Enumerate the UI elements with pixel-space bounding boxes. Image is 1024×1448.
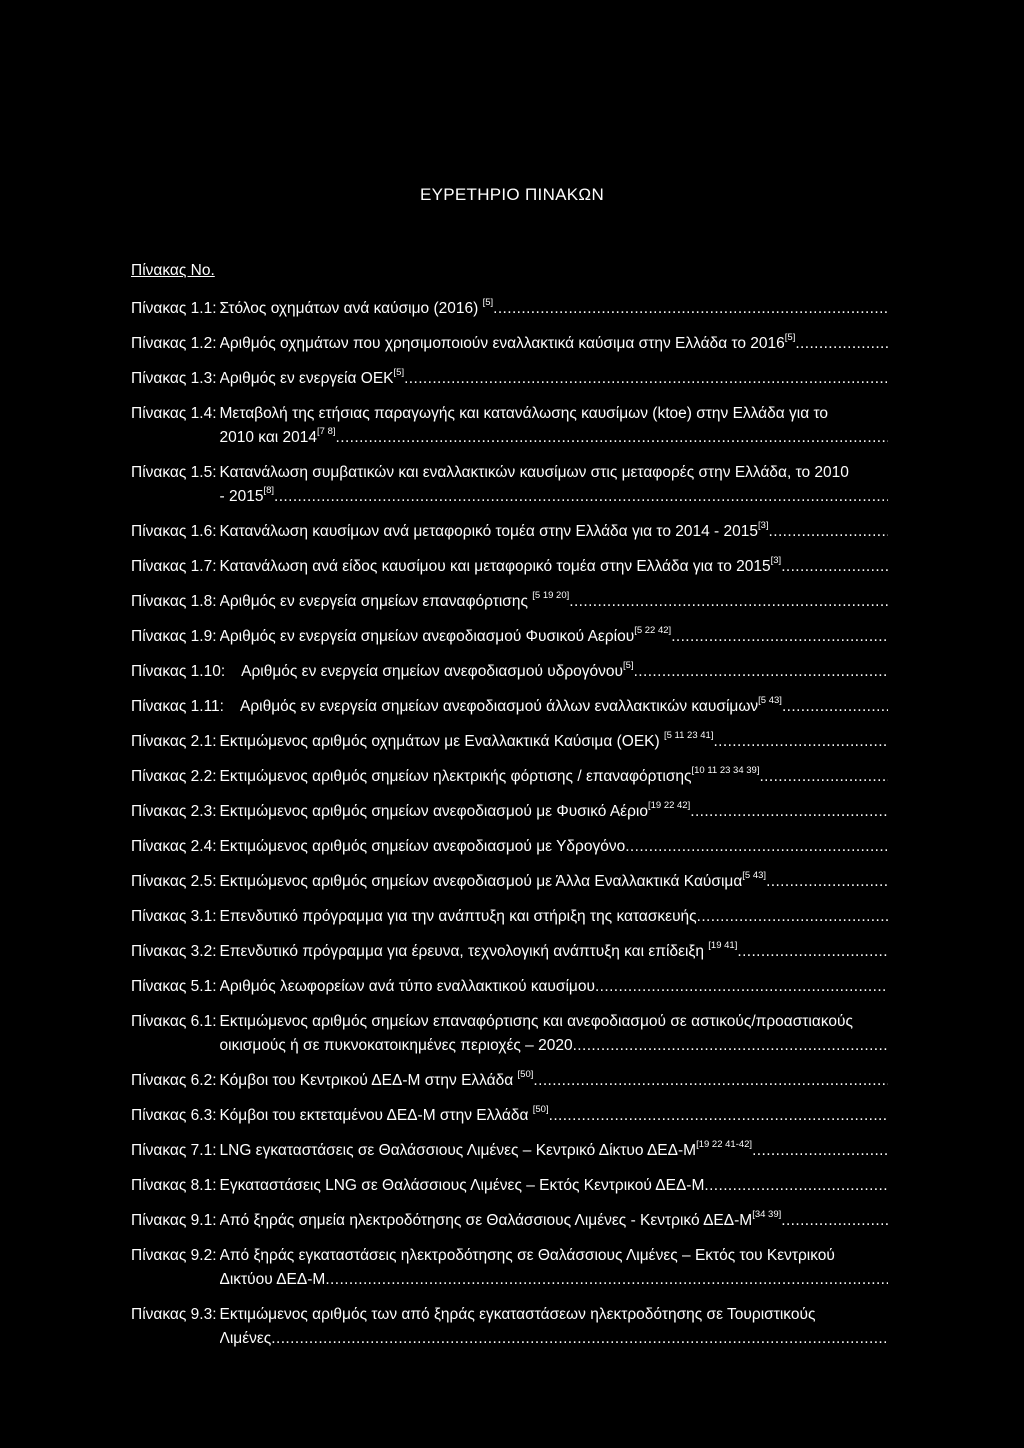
reference-superscript: [34 39] (752, 1209, 782, 1220)
dot-leader (782, 695, 888, 719)
entry-caption-line (241, 660, 888, 684)
entry-label: Πίνακας 6.3: (131, 1107, 217, 1124)
caption-text: LNG εγκαταστάσεις σε Θαλάσσιους Λιμένες – Κεντρικό Δίκτυο ΔΕΔ-Μ (219, 1142, 697, 1159)
reference-superscript: [5] (623, 660, 634, 671)
entry-caption-line (220, 975, 889, 999)
toc-entry[interactable] (131, 695, 888, 719)
dot-leader (493, 297, 888, 321)
toc-entry[interactable] (131, 870, 888, 894)
entry-caption-line (220, 590, 889, 614)
entry-caption (241, 660, 888, 684)
entry-caption-line (220, 1139, 889, 1163)
dot-leader (569, 590, 888, 614)
dot-leader (595, 975, 888, 999)
entry-caption-text (220, 870, 767, 894)
entry-caption-line (220, 1104, 889, 1128)
toc-entry[interactable] (131, 1174, 888, 1198)
caption-text: Αριθμός εν ενεργεία σημείων ανεφοδιασμού υδρογόνου (241, 663, 624, 680)
entry-caption-line (220, 426, 889, 450)
toc-entry[interactable] (131, 905, 888, 929)
reference-superscript: [5] (784, 332, 796, 343)
reference-superscript: [5] (393, 367, 405, 378)
caption-text: Εκτιμώμενος αριθμός σημείων ηλεκτρικής φόρτισης / επαναφόρτισης (219, 768, 692, 785)
entry-caption-line (220, 730, 889, 754)
reference-superscript: [19 41] (708, 940, 738, 951)
entry-caption-line (220, 402, 889, 426)
toc-entry[interactable] (131, 297, 888, 321)
reference-superscript: [3] (757, 520, 769, 531)
caption-text: Από ξηράς εγκαταστάσεις ηλεκτροδότησης σε Θαλάσσιους Λιμένες – Εκτός του Κεντρικού (219, 1247, 835, 1264)
entry-caption-line (220, 332, 889, 356)
entry-caption-line (220, 461, 889, 485)
entry-caption-line (220, 765, 889, 789)
caption-text: Κόμβοι του εκτεταμένου ΔΕΔ-Μ στην Ελλάδα (219, 1107, 533, 1124)
entry-caption-text (220, 590, 570, 614)
entry-caption-line (220, 800, 889, 824)
entry-caption (220, 332, 889, 356)
reference-superscript: [5] (482, 297, 494, 308)
entry-caption (220, 975, 889, 999)
caption-text: Αριθμός λεωφορείων ανά τύπο εναλλακτικού καυσίμου (219, 978, 595, 995)
entry-caption-text (220, 765, 760, 789)
dot-leader (573, 1034, 888, 1058)
entry-caption-text (220, 835, 626, 859)
reference-superscript: [5 11 23 41] (663, 730, 714, 741)
entry-caption (220, 297, 889, 321)
entry-caption-text (220, 625, 672, 649)
dot-leader (766, 870, 888, 894)
entry-label: Πίνακας 1.8: (131, 593, 217, 610)
entry-caption-text (220, 555, 782, 579)
entry-label: Πίνακας 3.2: (131, 943, 217, 960)
entry-caption-text (241, 660, 633, 684)
entry-label: Πίνακας 6.2: (131, 1072, 217, 1089)
entry-caption-text (220, 1209, 782, 1233)
toc-entry[interactable] (131, 1104, 888, 1128)
reference-superscript: [50] (517, 1069, 534, 1080)
entry-caption-text (220, 1104, 549, 1128)
entry-caption-text (220, 1244, 835, 1268)
entry-caption-line (220, 905, 889, 929)
dot-leader (769, 520, 888, 544)
dot-leader (697, 905, 888, 929)
toc-entry[interactable] (131, 1069, 888, 1093)
dot-leader (549, 1104, 888, 1128)
entry-label: Πίνακας 3.1: (131, 908, 217, 925)
entry-label: Πίνακας 1.10: (131, 663, 226, 680)
entry-caption-line (220, 1010, 889, 1034)
entry-caption (220, 1010, 889, 1058)
caption-text: Κατανάλωση ανά είδος καυσίμου και μεταφορικό τομέα στην Ελλάδα για το 2015 (219, 558, 771, 575)
entry-caption-line (240, 695, 888, 719)
entry-caption-text (220, 332, 796, 356)
toc-entry[interactable] (131, 332, 888, 356)
toc-entry[interactable] (131, 660, 888, 684)
entry-caption-line (220, 297, 889, 321)
caption-text: Εγκαταστάσεις LNG σε Θαλάσσιους Λιμένες – Εκτός Κεντρικού ΔΕΔ-Μ (219, 1177, 705, 1194)
caption-text: Από ξηράς σημεία ηλεκτροδότησης σε Θαλάσσιους Λιμένες - Κεντρικό ΔΕΔ-Μ (219, 1212, 753, 1229)
entry-caption-line (220, 1174, 889, 1198)
entry-label: Πίνακας 2.1: (131, 733, 217, 750)
reference-superscript: [50] (532, 1104, 549, 1115)
dot-leader (713, 730, 888, 754)
entry-caption (220, 835, 889, 859)
entry-label: Πίνακας 1.1: (131, 300, 217, 317)
toc-entry[interactable] (131, 520, 888, 544)
reference-superscript: [5 19 20] (532, 590, 570, 601)
entry-caption (220, 940, 889, 964)
toc-entry[interactable] (131, 461, 888, 509)
entry-caption (220, 870, 889, 894)
reference-superscript: [7 8] (317, 425, 336, 437)
entry-caption-text (220, 402, 829, 426)
entry-caption (240, 695, 888, 719)
entry-label: Πίνακας 1.2: (131, 335, 217, 352)
entry-caption-line (220, 485, 889, 509)
entry-caption-line (220, 940, 889, 964)
dot-leader (781, 555, 888, 579)
entry-caption-text (220, 730, 714, 754)
entry-label: Πίνακας 2.5: (131, 873, 217, 890)
entry-label: Πίνακας 5.1: (131, 978, 217, 995)
entry-label: Πίνακας 8.1: (131, 1177, 217, 1194)
entry-caption-text (220, 1010, 853, 1034)
toc-entry[interactable] (131, 1209, 888, 1233)
caption-text: Εκτιμώμενος αριθμός σημείων ανεφοδιασμού με Άλλα Εναλλακτικά Καύσιμα (219, 873, 743, 890)
caption-text: Λιμένες (219, 1330, 272, 1347)
entry-caption-text (220, 905, 697, 929)
dot-leader (533, 1069, 888, 1093)
entry-label: Πίνακας 1.9: (131, 628, 217, 645)
entry-caption (220, 625, 889, 649)
column-header: Πίνακας No. (131, 262, 215, 279)
caption-text: Επενδυτικό πρόγραμμα για την ανάπτυξη και στήριξη της κατασκευής (219, 908, 697, 925)
toc-entry[interactable] (131, 625, 888, 649)
toc-entry[interactable] (131, 1139, 888, 1163)
reference-superscript: [5 43] (758, 695, 782, 706)
toc-entry[interactable] (131, 975, 888, 999)
entry-caption (220, 1069, 889, 1093)
reference-superscript: [5 43] (742, 870, 767, 881)
entry-caption (220, 555, 889, 579)
toc-entry[interactable] (131, 765, 888, 789)
caption-text: Αριθμός εν ενεργεία ΟΕΚ (219, 370, 394, 387)
entry-caption-line (220, 835, 889, 859)
entry-caption-text (220, 367, 405, 391)
caption-text: Επενδυτικό πρόγραμμα για έρευνα, τεχνολογική ανάπτυξη και επίδειξη (219, 943, 709, 960)
entry-caption (220, 1244, 889, 1292)
entry-caption-line (220, 870, 889, 894)
entry-caption (220, 1139, 889, 1163)
entry-caption-line (220, 1303, 889, 1327)
dot-leader (634, 660, 888, 684)
entry-caption-text (220, 1303, 816, 1327)
table-of-tables-list (131, 297, 888, 1362)
entry-label: Πίνακας 9.3: (131, 1306, 217, 1323)
entry-caption (220, 1303, 889, 1351)
dot-leader (704, 1174, 888, 1198)
caption-text: Δικτύου ΔΕΔ-Μ (219, 1271, 326, 1288)
entry-caption-text (220, 520, 769, 544)
caption-text: Αριθμός εν ενεργεία σημείων επαναφόρτισης (219, 593, 533, 610)
caption-text: Αριθμός οχημάτων που χρησιμοποιούν εναλλακτικά καύσιμα στην Ελλάδα το 2016 (219, 335, 785, 352)
entry-caption (220, 461, 889, 509)
entry-label: Πίνακας 1.7: (131, 558, 217, 575)
entry-caption (220, 590, 889, 614)
entry-caption (220, 520, 889, 544)
entry-caption-text (220, 1139, 753, 1163)
toc-entry[interactable] (131, 1303, 888, 1351)
caption-text: Εκτιμώμενος αριθμός των από ξηράς εγκαταστάσεων ηλεκτροδότησης σε Τουριστικούς (219, 1306, 816, 1323)
entry-caption-text (220, 1069, 534, 1093)
dot-leader (737, 940, 888, 964)
entry-caption-text (220, 461, 849, 485)
entry-label: Πίνακας 1.5: (131, 464, 217, 481)
caption-text: Εκτιμώμενος αριθμός οχημάτων με Εναλλακτικά Καύσιμα (ΟΕΚ) (219, 733, 664, 750)
caption-text: 2010 και 2014 (219, 429, 318, 446)
toc-entry[interactable] (131, 590, 888, 614)
caption-text: Στόλος οχημάτων ανά καύσιμο (2016) (219, 300, 483, 317)
entry-label: Πίνακας 1.6: (131, 523, 217, 540)
entry-caption (220, 402, 889, 450)
entry-label: Πίνακας 9.2: (131, 1247, 217, 1264)
dot-leader (671, 625, 888, 649)
caption-text: - 2015 (219, 488, 264, 505)
caption-text: Κατανάλωση συμβατικών και εναλλακτικών καυσίμων στις μεταφορές στην Ελλάδα, το 2010 (219, 464, 849, 481)
reference-superscript: [5 22 42] (634, 625, 672, 636)
entry-caption-line (220, 1034, 889, 1058)
entry-caption-text (220, 1174, 705, 1198)
toc-entry[interactable] (131, 402, 888, 450)
entry-label: Πίνακας 6.1: (131, 1013, 217, 1030)
entry-caption (220, 1174, 889, 1198)
entry-caption (220, 367, 889, 391)
entry-caption-line (220, 1268, 889, 1292)
caption-text: Κατανάλωση καυσίμων ανά μεταφορικό τομέα στην Ελλάδα για το 2014 - 2015 (219, 523, 758, 540)
caption-text: Κόμβοι του Κεντρικού ΔΕΔ-Μ στην Ελλάδα (219, 1072, 518, 1089)
caption-text: Εκτιμώμενος αριθμός σημείων ανεφοδιασμού με Υδρογόνο (219, 838, 626, 855)
entry-caption-text (220, 1034, 573, 1058)
entry-caption-text (220, 975, 595, 999)
entry-label: Πίνακας 9.1: (131, 1212, 217, 1229)
page-title: ΕΥΡΕΤΗΡΙΟ ΠΙΝΑΚΩΝ (419, 185, 605, 204)
entry-caption (220, 730, 889, 754)
entry-caption-text (240, 695, 782, 719)
entry-caption-line (220, 1209, 889, 1233)
dot-leader (759, 765, 888, 789)
entry-label: Πίνακας 1.11: (131, 698, 224, 715)
reference-superscript: [10 11 23 34 39] (691, 765, 760, 776)
caption-text: Αριθμός εν ενεργεία σημείων ανεφοδιασμού Φυσικού Αερίου (219, 628, 635, 645)
caption-text: Μεταβολή της ετήσιας παραγωγής και κατανάλωσης καυσίμων (ktoe) στην Ελλάδα για το (219, 405, 829, 422)
entry-caption-line (220, 1327, 889, 1351)
reference-superscript: [19 22 42] (647, 800, 691, 811)
dot-leader (274, 485, 888, 509)
entry-caption-line (220, 1244, 889, 1268)
entry-caption-text (220, 1327, 272, 1351)
entry-caption (220, 1209, 889, 1233)
reference-superscript: [8] (263, 484, 275, 496)
entry-label: Πίνακας 1.4: (131, 405, 217, 422)
dot-leader (404, 367, 888, 391)
entry-caption-text (220, 485, 275, 509)
dot-leader (336, 426, 888, 450)
entry-caption-text (220, 1268, 326, 1292)
dot-leader (752, 1139, 888, 1163)
toc-entry[interactable] (131, 367, 888, 391)
toc-entry[interactable] (131, 1244, 888, 1292)
entry-label: Πίνακας 7.1: (131, 1142, 217, 1159)
entry-caption-text (220, 940, 738, 964)
entry-caption (220, 765, 889, 789)
reference-superscript: [3] (770, 555, 782, 566)
entry-label: Πίνακας 2.4: (131, 838, 217, 855)
entry-caption-text (220, 800, 691, 824)
entry-caption-line (220, 625, 889, 649)
toc-entry[interactable] (131, 835, 888, 859)
toc-entry[interactable] (131, 730, 888, 754)
entry-caption (220, 1104, 889, 1128)
dot-leader (795, 332, 888, 356)
entry-caption-line (220, 1069, 889, 1093)
caption-text: οικισμούς ή σε πυκνοκατοικημένες περιοχές – 2020 (219, 1037, 573, 1054)
dot-leader (690, 800, 888, 824)
reference-superscript: [19 22 41-42] (696, 1139, 753, 1150)
entry-caption-text (220, 297, 494, 321)
entry-caption-text (220, 426, 336, 450)
entry-label: Πίνακας 1.3: (131, 370, 217, 387)
entry-label: Πίνακας 2.3: (131, 803, 217, 820)
toc-entry[interactable] (131, 940, 888, 964)
toc-entry[interactable] (131, 800, 888, 824)
dot-leader (781, 1209, 888, 1233)
toc-entry[interactable] (131, 1010, 888, 1058)
entry-caption-line (220, 367, 889, 391)
dot-leader (625, 835, 888, 859)
toc-entry[interactable] (131, 555, 888, 579)
dot-leader (271, 1327, 888, 1351)
entry-caption (220, 905, 889, 929)
caption-text: Εκτιμώμενος αριθμός σημείων ανεφοδιασμού με Φυσικό Αέριο (219, 803, 648, 820)
caption-text: Αριθμός εν ενεργεία σημείων ανεφοδιασμού άλλων εναλλακτικών καυσίμων (239, 698, 759, 715)
entry-caption-line (220, 555, 889, 579)
entry-caption (220, 800, 889, 824)
entry-label: Πίνακας 2.2: (131, 768, 217, 785)
entry-caption-line (220, 520, 889, 544)
dot-leader (325, 1268, 888, 1292)
caption-text: Εκτιμώμενος αριθμός σημείων επαναφόρτισης και ανεφοδιασμού σε αστικούς/προαστιακούς (219, 1013, 853, 1030)
